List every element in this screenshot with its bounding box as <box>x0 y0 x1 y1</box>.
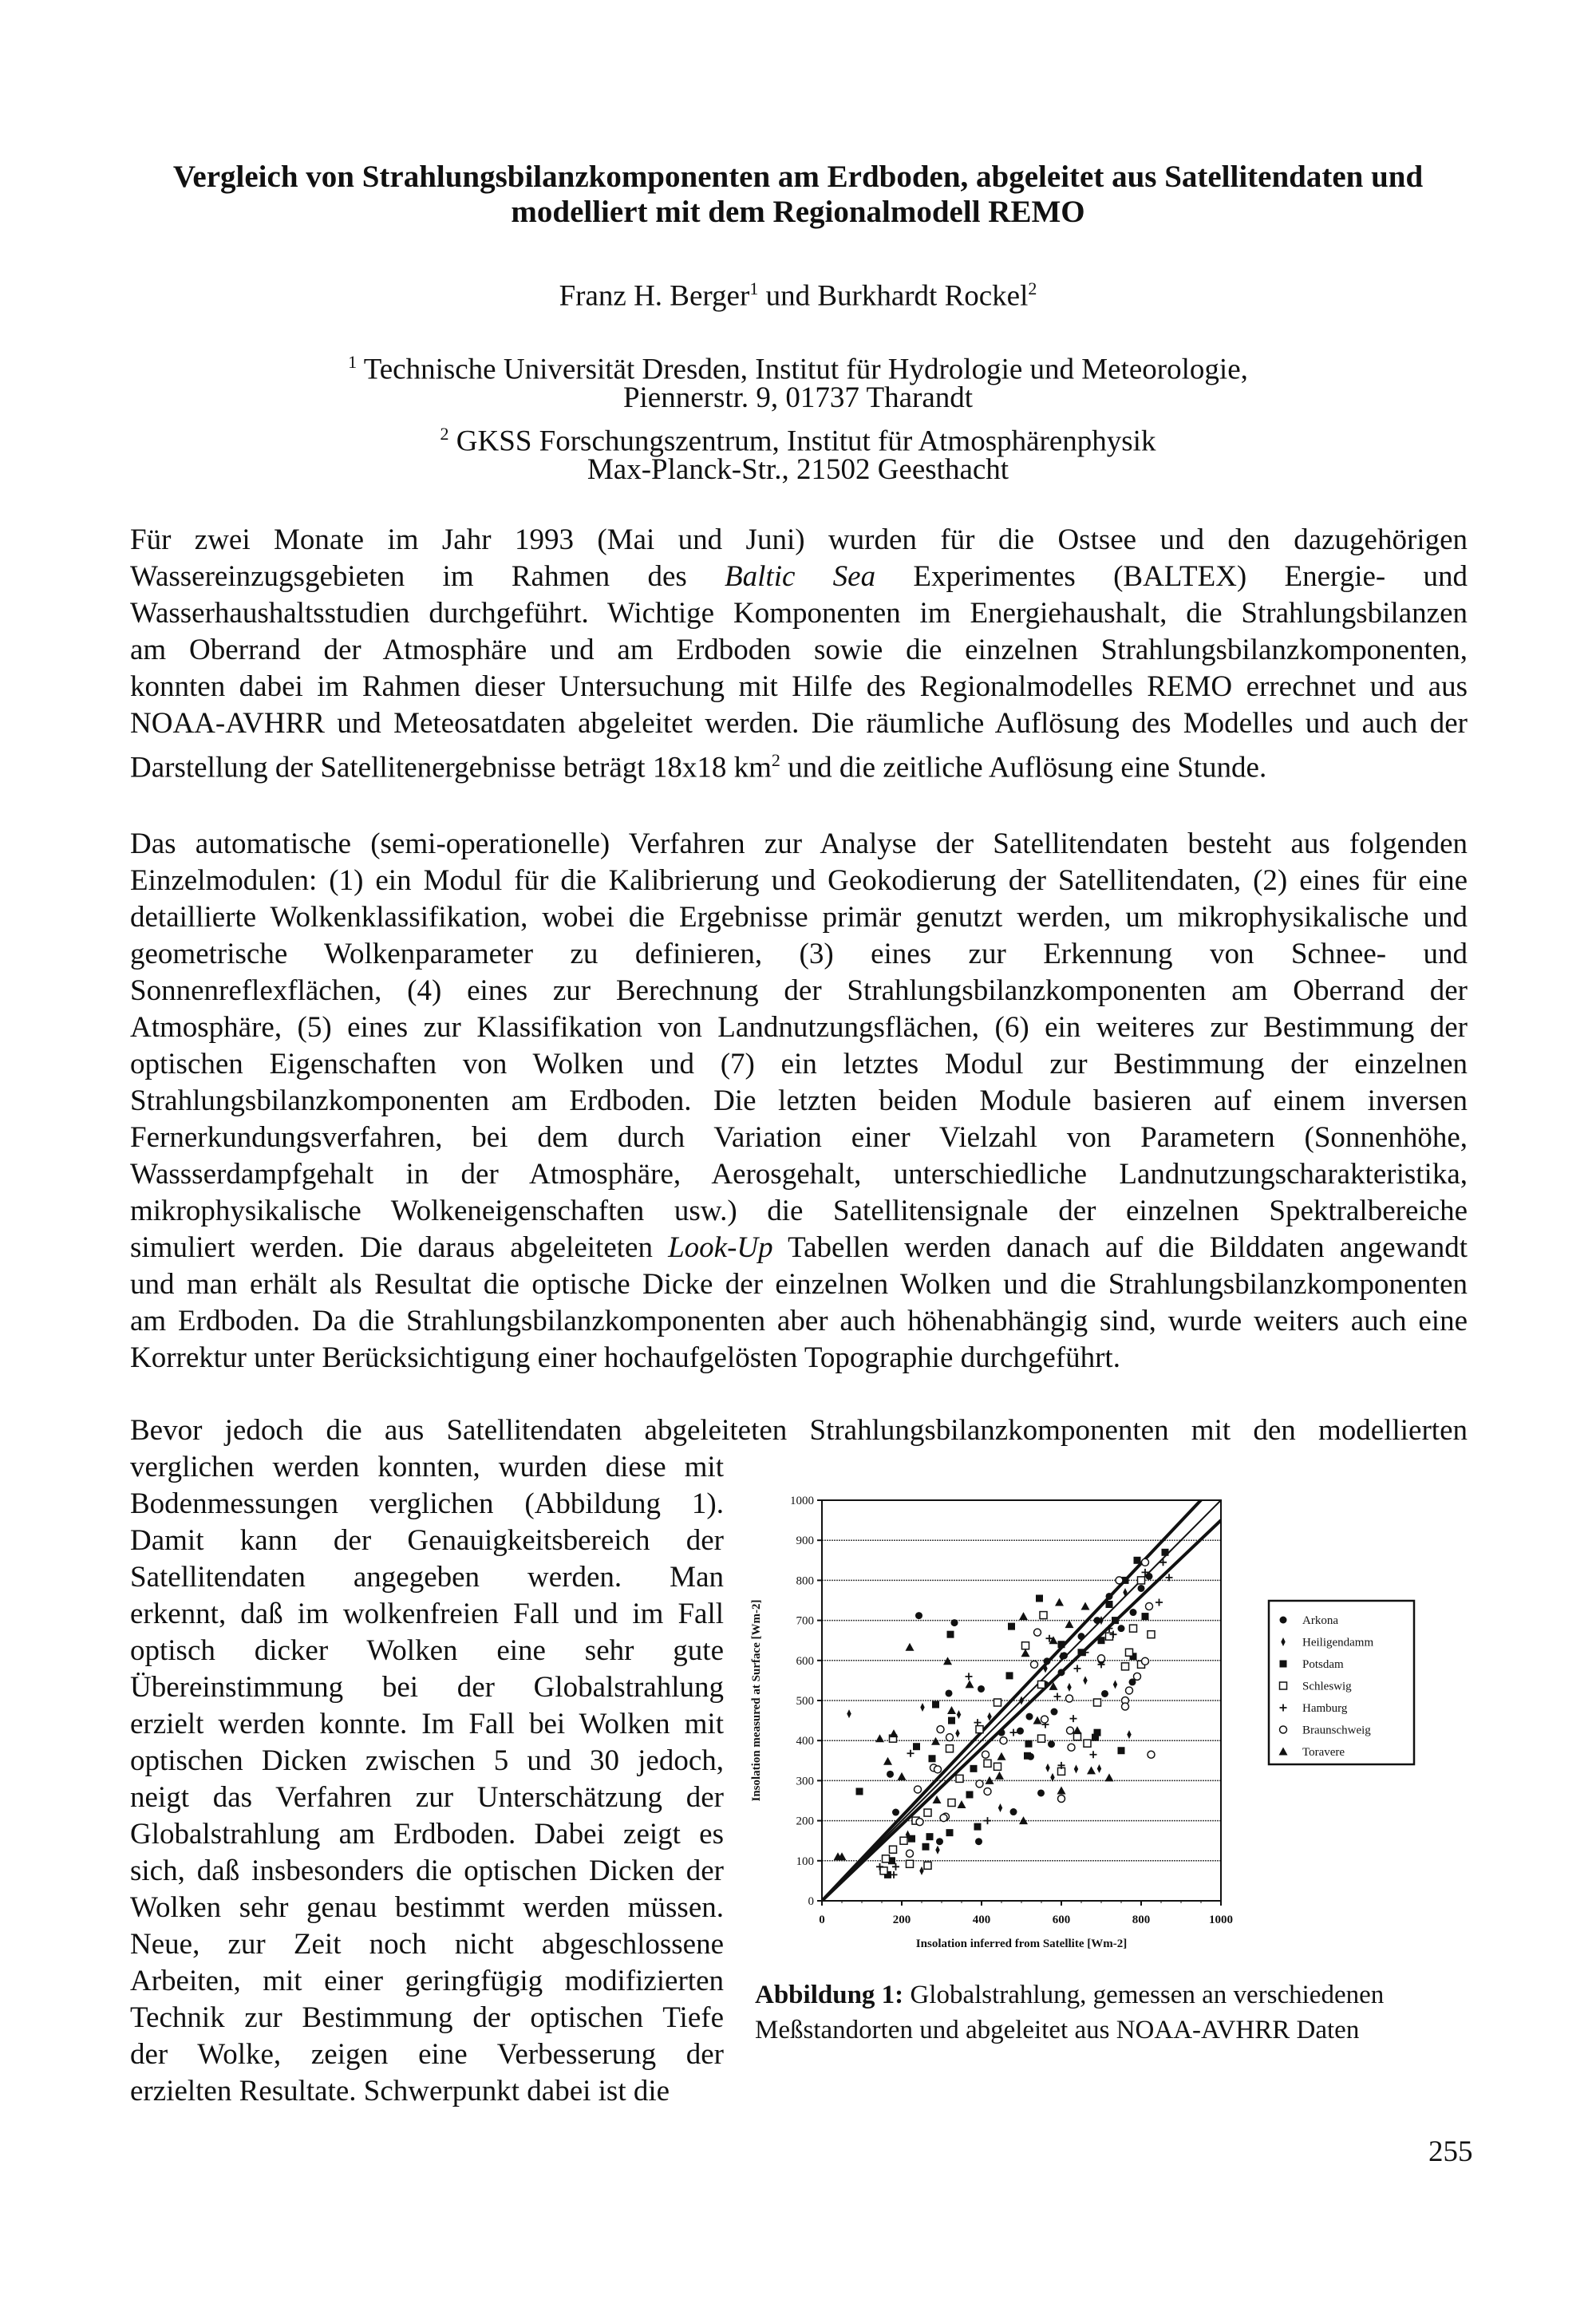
data-point <box>890 1846 897 1853</box>
data-point <box>1041 1716 1049 1723</box>
text-line: am Oberrand der Atmosphäre und am Erdboden sowie die einzelnen Strahlungsbilanzkomponenten, <box>130 634 1468 666</box>
data-point <box>1051 1708 1058 1716</box>
data-point <box>1067 1683 1071 1692</box>
page-number: 255 <box>1428 2135 1473 2168</box>
data-point <box>1126 1687 1133 1694</box>
data-point <box>933 1795 942 1803</box>
text-line: Korrektur unter Berücksichtigung einer hochaufgelösten Topographie durchgeführt. <box>130 1341 1120 1374</box>
text-span: simuliert werden. Die daraus abgeleiteten <box>130 1231 669 1264</box>
author-2: und Burkhardt Rockel <box>758 279 1029 313</box>
data-point <box>887 1771 894 1778</box>
data-point <box>875 1734 884 1742</box>
affiliation-2-address: Max-Planck-Str., 21502 Geesthacht <box>587 453 1009 486</box>
x-tick-label: 1000 <box>1209 1914 1233 1926</box>
data-point <box>1122 1703 1129 1710</box>
data-point <box>1156 1599 1163 1606</box>
affiliation-2-mark: 2 <box>440 424 449 444</box>
affiliation-1-mark: 1 <box>348 352 358 372</box>
data-point <box>1094 1699 1101 1706</box>
x-tick-label: 600 <box>1052 1914 1071 1926</box>
text-line: Fernerkundungsverfahren, bei dem durch Variation einer Vielzahl von Parametern (Sonnenhöhe, <box>130 1121 1468 1154</box>
legend-marker-arkona <box>1280 1617 1287 1624</box>
data-point <box>1050 1773 1054 1782</box>
data-point <box>856 1787 863 1795</box>
data-point <box>880 1867 887 1874</box>
text-line: Für zwei Monate im Jahr 1993 (Mai und Juni) wurden für die Ostsee und den dazugehörigen <box>130 523 1468 556</box>
legend <box>1269 1601 1414 1764</box>
data-point <box>1017 1728 1024 1735</box>
text-line: Übereinstimmung bei der Globalstrahlung <box>130 1671 724 1704</box>
data-point <box>1070 1715 1077 1722</box>
data-point <box>1122 1663 1129 1670</box>
y-tick-label: 900 <box>796 1535 814 1548</box>
data-point <box>1074 1764 1078 1773</box>
reference-line-lower <box>822 1520 1221 1901</box>
text-line: Strahlungsbilanzkomponenten am Erdboden. Die letzten beiden Module basieren auf einem inversen <box>130 1084 1468 1117</box>
data-point <box>948 1799 955 1807</box>
figure-label: Abbildung 1: <box>755 1981 904 2009</box>
data-point <box>1116 1577 1123 1584</box>
data-point <box>947 1631 954 1638</box>
legend-label: Hamburg <box>1302 1702 1348 1715</box>
data-point <box>1142 1657 1149 1665</box>
data-point <box>1148 1631 1155 1638</box>
author-2-affiliation-mark: 2 <box>1028 278 1037 298</box>
series-potsdam <box>856 1549 1169 1878</box>
text-line: und man erhält als Resultat die optische Dicke der einzelnen Wolken und die Strahlungsbilanzkomponenten <box>130 1268 1468 1301</box>
data-point <box>924 1809 931 1816</box>
legend-marker-schleswig <box>1280 1682 1287 1689</box>
data-point <box>1038 1735 1045 1742</box>
superscript: 2 <box>771 750 780 770</box>
paper-title-line-2: modelliert mit dem Regionalmodell REMO <box>511 195 1085 229</box>
data-point <box>946 1829 954 1836</box>
data-point <box>946 1745 954 1752</box>
y-tick-label: 1000 <box>790 1495 814 1507</box>
series-arkona <box>887 1573 1153 1845</box>
data-point <box>966 1673 973 1680</box>
data-point <box>1037 1789 1045 1796</box>
legend-label: Toravere <box>1302 1746 1345 1759</box>
data-point <box>898 1772 907 1780</box>
y-tick-label: 600 <box>796 1654 814 1668</box>
text-line: neigt das Verfahren zur Unterschätzung der <box>130 1781 724 1814</box>
data-point <box>951 1619 958 1626</box>
paper-title-line-1: Vergleich von Strahlungsbilanzkomponenten am Erdboden, abgeleitet aus Satellitendaten und <box>172 160 1424 194</box>
data-point <box>1146 1573 1153 1580</box>
data-point <box>984 1817 991 1824</box>
italic-term: Baltic Sea <box>725 560 876 593</box>
data-point <box>847 1709 851 1718</box>
data-point <box>998 1803 1002 1812</box>
x-axis-label: Insolation inferred from Satellite [Wm-2] <box>915 1938 1128 1950</box>
data-point <box>940 1815 947 1822</box>
data-point <box>1045 1764 1049 1772</box>
data-point <box>1105 1773 1114 1781</box>
data-point <box>1055 1598 1064 1606</box>
data-point <box>1138 1577 1145 1584</box>
text-span: Experimentes (BALTEX) Energie- und <box>875 560 1468 593</box>
data-point <box>984 1787 991 1795</box>
y-axis-label: Insolation measured at Surface [Wm-2] <box>750 1599 763 1802</box>
text-line: Sonnenreflexflächen, (4) eines zur Berechnung der Strahlungsbilanzkomponenten am Oberrand der <box>130 974 1468 1007</box>
data-point <box>947 1706 956 1714</box>
text-line: Satellitendaten angegeben werden. Man <box>130 1561 724 1594</box>
data-point <box>970 1765 978 1772</box>
data-point <box>1008 1623 1015 1630</box>
y-tick-label: 0 <box>808 1895 814 1908</box>
data-point <box>1090 1751 1097 1758</box>
data-point <box>929 1755 936 1762</box>
text-line: Wolken sehr genau bestimmt werden müssen. <box>130 1891 724 1924</box>
data-point <box>1148 1751 1155 1758</box>
data-point <box>1118 1625 1125 1632</box>
data-point <box>957 1710 961 1719</box>
text-line: Wassserdampfgehalt in der Atmosphäre, Aerosgehalt, unterschiedliche Landnutzungscharakteristika, <box>130 1158 1468 1191</box>
data-point <box>1034 1629 1041 1636</box>
text-line: geometrische Wolkenparameter zu definieren, (3) eines zur Erkennung von Schnee- und <box>130 938 1468 970</box>
data-point <box>1142 1558 1149 1566</box>
data-point <box>1106 1601 1113 1608</box>
data-point <box>1162 1549 1169 1556</box>
data-point <box>924 1862 931 1869</box>
data-point <box>987 1712 991 1721</box>
data-point <box>916 1819 923 1826</box>
data-point <box>1099 1616 1103 1625</box>
text-line: Bevor jedoch die aus Satellitendaten abgeleiteten Strahlungsbilanzkomponenten mit den modellierten <box>130 1414 1468 1447</box>
text-line: Neue, zur Zeit noch nicht abgeschlossene <box>130 1928 724 1961</box>
text-line: verglichen werden konnten, wurden diese mit <box>130 1451 724 1483</box>
data-point <box>994 1699 1001 1706</box>
data-point <box>1078 1633 1085 1640</box>
data-point <box>1025 1740 1033 1748</box>
data-point <box>946 1689 953 1697</box>
y-tick-label: 300 <box>796 1775 814 1788</box>
text-span: Tabellen werden danach auf die Bilddaten angewandt <box>772 1231 1468 1264</box>
data-point <box>1092 1734 1099 1741</box>
data-point <box>1098 1637 1105 1644</box>
text-line: Globalstrahlung am Erdboden. Dabei zeigt es <box>130 1818 724 1851</box>
data-point <box>1066 1695 1073 1702</box>
data-point <box>998 1752 1006 1760</box>
y-tick-label: 700 <box>796 1614 814 1628</box>
data-point <box>1010 1808 1017 1815</box>
data-point <box>907 1850 914 1857</box>
data-point <box>1019 1612 1028 1620</box>
data-point <box>922 1843 930 1851</box>
data-point <box>1130 1625 1137 1632</box>
caption-text: Globalstrahlung, gemessen an verschiedenen <box>903 1981 1385 2009</box>
text-span: und die zeitliche Auflösung eine Stunde. <box>780 751 1267 784</box>
y-tick-label: 200 <box>796 1815 814 1828</box>
data-point <box>1083 1676 1087 1685</box>
data-point <box>994 1763 1001 1770</box>
data-point <box>906 1643 915 1651</box>
data-point <box>1098 1655 1105 1662</box>
data-point <box>1084 1740 1091 1747</box>
text-line: detaillierte Wolkenklassifikation, wobei die Ergebnisse primär genutzt werden, um mikrophysikalische und <box>130 901 1468 934</box>
data-point <box>966 1680 974 1688</box>
data-point <box>1067 1727 1074 1734</box>
data-point <box>976 1780 983 1787</box>
data-point <box>908 1835 915 1843</box>
data-point <box>1134 1557 1141 1564</box>
data-point <box>1081 1602 1090 1610</box>
data-point <box>1057 1786 1066 1794</box>
text-line: Bodenmessungen verglichen (Abbildung 1). <box>130 1487 724 1520</box>
data-point <box>1038 1681 1045 1688</box>
data-point <box>958 1800 966 1808</box>
data-point <box>1146 1603 1153 1610</box>
text-line: mikrophysikalische Wolkeneigenschaften usw.) die Satellitensignale der einzelnen Spektralbereiche <box>130 1195 1468 1227</box>
data-point <box>1048 1740 1055 1748</box>
data-point <box>1142 1613 1149 1620</box>
data-point <box>1106 1593 1113 1600</box>
text-line: optisch dicker Wolken eine sehr gute <box>130 1634 724 1667</box>
x-tick-label: 400 <box>972 1914 991 1926</box>
data-point <box>1000 1737 1007 1744</box>
data-point <box>1074 1665 1081 1672</box>
text-line: erkennt, daß im wolkenfreien Fall und im Fall <box>130 1598 724 1630</box>
text-span: Darstellung der Satellitenergebnisse beträgt 18x18 km <box>130 751 772 784</box>
data-point <box>1101 1690 1108 1697</box>
data-point <box>1138 1585 1145 1592</box>
data-point <box>1065 1620 1074 1628</box>
data-point <box>1026 1713 1033 1720</box>
affiliation-1-address: Piennerstr. 9, 01737 Tharandt <box>622 381 974 414</box>
y-tick-label: 800 <box>796 1574 814 1588</box>
data-point <box>892 1809 899 1816</box>
data-point <box>948 1717 955 1724</box>
data-point <box>974 1719 982 1726</box>
data-point <box>919 1866 923 1875</box>
data-point <box>984 1760 991 1767</box>
figure-caption-line-2: Meßstandorten und abgeleitet aus NOAA-AVHRR Daten <box>755 2016 1360 2044</box>
data-point <box>934 1766 942 1773</box>
data-point <box>1036 1594 1043 1602</box>
data-point <box>1134 1673 1141 1680</box>
text-line: Atmosphäre, (5) eines zur Klassifikation von Landnutzungsflächen, (6) ein weiteres zur Bestimmung der <box>130 1011 1468 1044</box>
data-point <box>1113 1680 1117 1689</box>
data-point <box>1049 1636 1058 1644</box>
data-point <box>932 1701 939 1708</box>
data-point <box>883 1855 890 1863</box>
data-point <box>1058 1641 1065 1648</box>
data-point <box>920 1703 924 1712</box>
text-line: der Wolke, zeigen eine Verbesserung der <box>130 2038 724 2071</box>
x-tick-label: 0 <box>819 1914 825 1926</box>
data-point <box>1044 1657 1051 1665</box>
legend-label: Schleswig <box>1302 1680 1352 1693</box>
data-point <box>1024 1752 1031 1760</box>
data-point <box>995 1772 1004 1780</box>
data-point <box>900 1837 907 1844</box>
data-point <box>1127 1730 1131 1739</box>
italic-term: Look-Up <box>668 1231 773 1264</box>
text-line: Wasserhaushaltsstudien durchgeführt. Wichtige Komponenten im Energiehaushalt, die Strahlungsbilanzen <box>130 597 1468 630</box>
legend-label: Arkona <box>1302 1614 1338 1627</box>
data-point <box>998 1729 1005 1736</box>
data-point <box>976 1726 983 1733</box>
data-point <box>936 1838 943 1845</box>
data-point <box>915 1612 922 1619</box>
data-point <box>978 1685 985 1693</box>
data-point <box>907 1860 914 1867</box>
data-point <box>1010 1729 1017 1736</box>
data-point <box>937 1726 944 1733</box>
data-point <box>1126 1649 1133 1656</box>
author-1-affiliation-mark: 1 <box>749 278 759 298</box>
data-point <box>1068 1744 1075 1751</box>
data-point <box>913 1743 920 1750</box>
data-point <box>890 1729 899 1737</box>
data-point <box>1118 1747 1125 1754</box>
data-point <box>1054 1693 1061 1700</box>
reference-line-upper <box>822 1479 1221 1901</box>
data-point <box>974 1823 982 1831</box>
data-point <box>955 1729 959 1738</box>
y-tick-label: 400 <box>796 1735 814 1748</box>
text-line: Technik zur Bestimmung der optischen Tiefe <box>130 2001 724 2034</box>
author-1: Franz H. Berger <box>559 279 750 313</box>
data-point <box>1022 1642 1029 1649</box>
data-point <box>1130 1609 1137 1616</box>
data-point <box>1021 1649 1030 1657</box>
data-point <box>982 1751 990 1758</box>
data-point <box>1040 1612 1047 1619</box>
text-line: NOAA-AVHRR und Meteosatdaten abgeleitet werden. Die räumliche Auflösung des Modelles und auch der <box>130 707 1468 740</box>
text-line: Arbeiten, mit einer geringfügig modifizierten <box>130 1965 724 1997</box>
data-point <box>1058 1795 1065 1802</box>
data-point <box>1112 1617 1119 1624</box>
legend-marker-potsdam <box>1280 1661 1287 1668</box>
text-line: erzielt werden konnte. Im Fall bei Wolken mit <box>130 1708 724 1740</box>
affiliation-2-text: GKSS Forschungszentrum, Institut für Atmosphärenphysik <box>448 425 1156 458</box>
data-point <box>1006 1672 1013 1679</box>
data-point <box>1019 1697 1023 1705</box>
text-line: optischen Dicken zwischen 5 und 30 jedoch, <box>130 1744 724 1777</box>
data-point <box>966 1791 974 1798</box>
data-point <box>935 1846 939 1855</box>
text-line: Damit kann der Genauigkeitsbereich der <box>130 1524 724 1557</box>
text-line: Einzelmodulen: (1) ein Modul für die Kalibrierung und Geokodierung der Satellitendaten, (2) eines für eine <box>130 864 1468 897</box>
x-tick-label: 200 <box>892 1914 911 1926</box>
text-span: Wassereinzugsgebieten im Rahmen des <box>130 560 725 593</box>
data-point <box>975 1838 982 1845</box>
y-tick-label: 500 <box>796 1695 814 1708</box>
legend-marker-braunschweig <box>1280 1726 1287 1733</box>
text-line: konnten dabei im Rahmen dieser Untersuchung mit Hilfe des Regionalmodelles REMO errechnet und aus <box>130 670 1468 703</box>
data-point <box>907 1750 915 1757</box>
text-line: am Erdboden. Da die Strahlungsbilanzkomponenten aber auch höhenabhängig sind, wurde weiters auch eine <box>130 1305 1468 1337</box>
data-point <box>1031 1661 1038 1668</box>
affiliation-1-text: Technische Universität Dresden, Institut für Hydrologie und Meteorologie, <box>357 353 1248 386</box>
data-point <box>1087 1766 1096 1774</box>
text-line: erzielten Resultate. Schwerpunkt dabei ist die <box>130 2075 670 2107</box>
y-tick-label: 100 <box>796 1855 814 1868</box>
x-tick-label: 800 <box>1132 1914 1151 1926</box>
data-point <box>926 1833 934 1840</box>
text-line: Das automatische (semi-operationelle) Verfahren zur Analyse der Satellitendaten besteht aus folgenden <box>130 828 1468 860</box>
legend-label: Heiligendamm <box>1302 1636 1374 1649</box>
text-line: optischen Eigenschaften von Wolken und (7) ein letztes Modul zur Bestimmung der einzelnen <box>130 1048 1468 1080</box>
data-point <box>946 1734 954 1741</box>
legend-label: Potsdam <box>1302 1658 1344 1671</box>
legend-label: Braunschweig <box>1302 1724 1371 1737</box>
data-point <box>1097 1764 1101 1773</box>
text-line: sich, daß insbesonders die optischen Dicken der <box>130 1855 724 1887</box>
data-point <box>956 1775 963 1782</box>
data-point <box>915 1786 922 1793</box>
data-point <box>883 1757 892 1765</box>
figure-caption-line-1 <box>755 1977 1384 2013</box>
data-point <box>1058 1669 1065 1676</box>
